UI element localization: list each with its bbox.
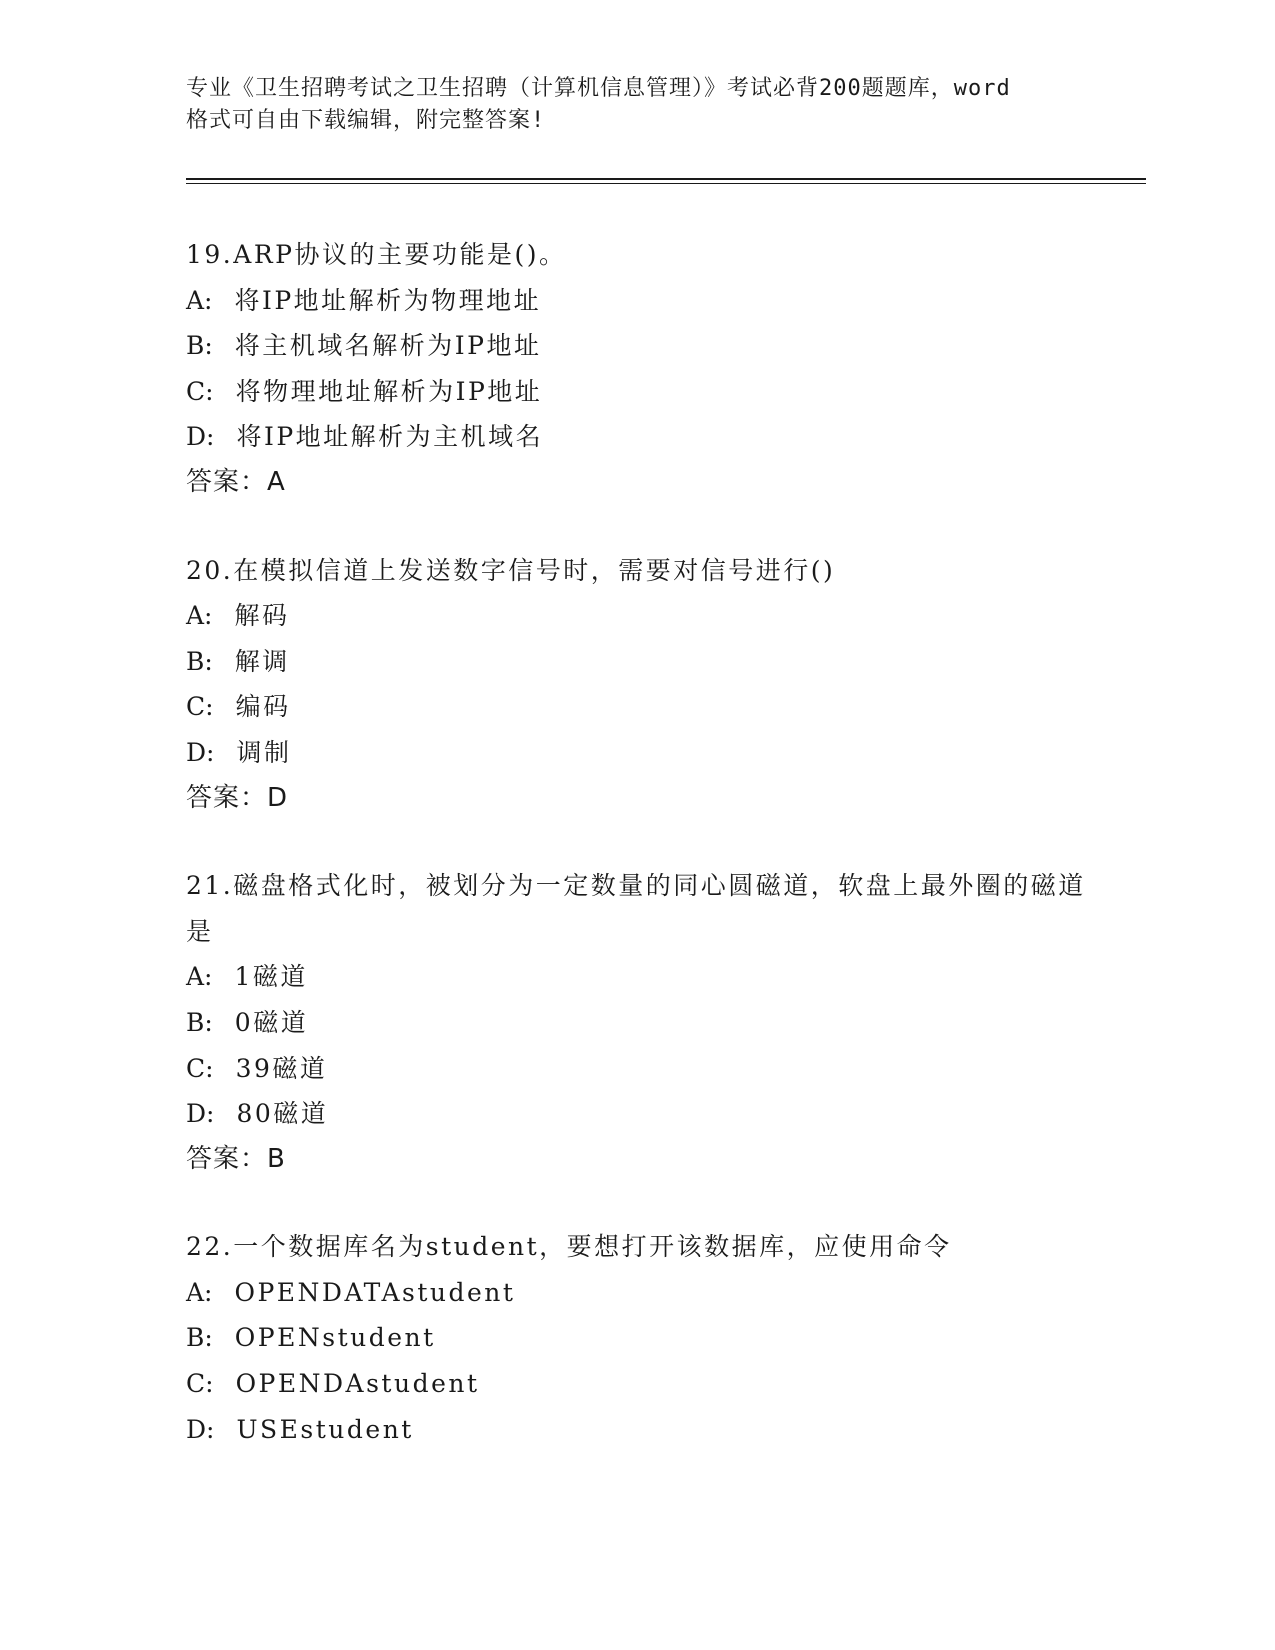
option-b (186, 1000, 1086, 1046)
option-text: 80磁道 (236, 1099, 329, 1129)
option-b (186, 323, 1086, 369)
header-divider-bottom (186, 183, 1146, 184)
header-divider-top (186, 178, 1146, 180)
option-d (186, 1407, 1086, 1453)
option-letter: B: (186, 331, 213, 361)
question-list (186, 232, 1086, 1494)
option-b (186, 639, 1086, 685)
question-20 (186, 548, 1086, 822)
option-text: 将IP地址解析为物理地址 (234, 285, 542, 315)
option-letter: C: (186, 376, 214, 406)
option-letter: D: (186, 1099, 215, 1129)
option-letter: A: (186, 285, 213, 315)
option-letter: D: (186, 737, 215, 767)
option-letter: A: (186, 962, 213, 992)
option-d (186, 730, 1086, 776)
option-a (186, 593, 1086, 639)
option-text: USEstudent (236, 1414, 414, 1444)
option-text: 解码 (234, 601, 290, 631)
option-text: 1磁道 (234, 962, 308, 992)
option-c (186, 684, 1086, 730)
question-title: 21.磁盘格式化时，被划分为一定数量的同心圆磁道，软盘上最外圈的磁道是 (186, 871, 1086, 946)
option-letter: D: (186, 422, 215, 452)
option-letter: A: (186, 601, 213, 631)
answer: 答案：B (186, 1143, 286, 1174)
question-22 (186, 1224, 1086, 1452)
option-text: 将IP地址解析为主机域名 (236, 422, 544, 452)
option-letter: A: (186, 1277, 213, 1307)
option-text: OPENDAstudent (235, 1369, 480, 1399)
option-text: 将主机域名解析为IP地址 (234, 331, 542, 361)
option-letter: B: (186, 1323, 213, 1353)
option-letter: C: (186, 692, 214, 722)
option-a (186, 954, 1086, 1000)
option-d (186, 1091, 1086, 1137)
question-21 (186, 863, 1086, 1182)
option-b (186, 1315, 1086, 1361)
option-text: 将物理地址解析为IP地址 (235, 376, 543, 406)
document-header (186, 73, 1086, 137)
option-a (186, 1270, 1086, 1316)
question-title: 20.在模拟信道上发送数字信号时，需要对信号进行() (186, 555, 836, 585)
header-line-1: 专业《卫生招聘考试之卫生招聘（计算机信息管理）》考试必背200题题库，word (186, 76, 1011, 101)
option-c (186, 1361, 1086, 1407)
answer: 答案：A (186, 466, 286, 497)
option-c (186, 369, 1086, 415)
question-19 (186, 232, 1086, 506)
option-letter: D: (186, 1414, 215, 1444)
option-text: 解调 (234, 646, 290, 676)
option-text: 39磁道 (235, 1053, 328, 1083)
option-letter: B: (186, 1007, 213, 1037)
answer: 答案：D (186, 782, 289, 813)
option-text: 编码 (235, 692, 291, 722)
option-text: 0磁道 (234, 1007, 309, 1037)
option-letter: C: (186, 1369, 214, 1399)
option-text: OPENDATAstudent (234, 1277, 516, 1307)
option-c (186, 1046, 1086, 1092)
question-title: 22.一个数据库名为student，要想打开该数据库，应使用命令 (186, 1232, 952, 1262)
option-text: OPENstudent (234, 1323, 436, 1353)
option-d (186, 414, 1086, 460)
option-letter: B: (186, 646, 213, 676)
option-letter: C: (186, 1053, 214, 1083)
question-title: 19.ARP协议的主要功能是()。 (186, 240, 567, 269)
option-a (186, 278, 1086, 324)
option-text: 调制 (236, 737, 292, 767)
header-line-2: 格式可自由下载编辑，附完整答案! (186, 108, 546, 133)
